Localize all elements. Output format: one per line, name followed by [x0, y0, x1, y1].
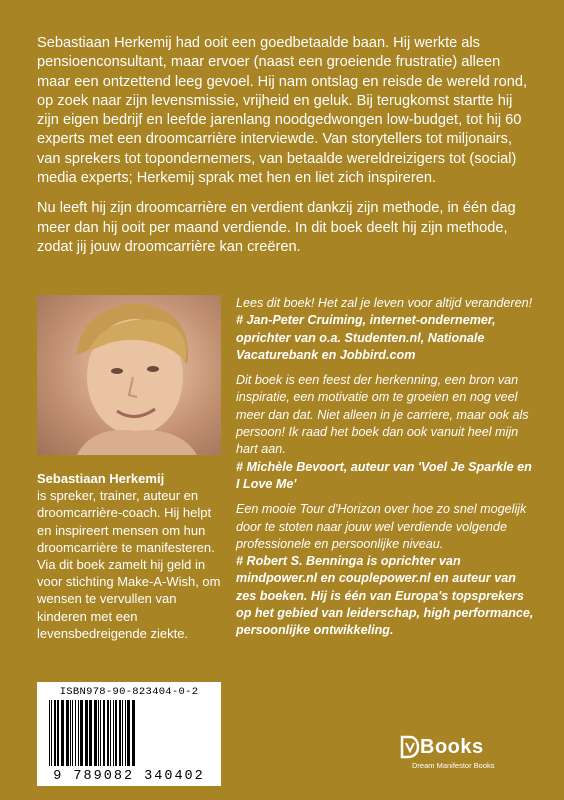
author-photo: [37, 295, 221, 455]
publisher-tagline: Dream Manifestor Books: [412, 761, 495, 770]
barcode-bar: [127, 700, 130, 766]
testimonial-author: # Michèle Bevoort, auteur van 'Voel Je Sparkle en I Love Me': [236, 459, 532, 491]
barcode-bar: [89, 700, 92, 766]
barcode-bar: [75, 700, 76, 766]
isbn-label: ISBN978-90-823404-0-2: [59, 686, 199, 698]
barcode-bar: [66, 700, 69, 766]
barcode-bar: [70, 700, 71, 766]
barcode-bar: [72, 700, 73, 766]
barcode-bar: [110, 700, 111, 766]
testimonial-author: # Robert S. Benninga is oprichter van mindpower.nl en couplepower.nl en auteur van zes boeken. Hij is één van Europa's topsprekers op het gebied van leiderschap, high performance, persoonlijke ontwikkeling.: [236, 554, 534, 638]
barcode-bar: [57, 700, 59, 766]
barcode-bar: [113, 700, 114, 766]
barcode-bar: [103, 700, 105, 766]
barcode-bar: [85, 700, 88, 766]
publisher-logo: [400, 735, 560, 775]
barcode-bar: [51, 700, 52, 766]
testimonial-text: Een mooie Tour d'Horizon over hoe zo snel mogelijk door te stoten naar jouw wel verdiende volgende professionele en persoonlijke niveau.: [236, 502, 527, 551]
barcode-bar: [49, 700, 50, 766]
dm-logo-mark-icon: [400, 735, 420, 759]
intro-paragraph-2: Nu leeft hij zijn droomcarrière en verdient dankzij zijn methode, in één dag meer dan hij ooit per maand verdiende. In dit boek deelt hij zijn methode, zodat jij jouw droomcarrière kan creëren.: [37, 200, 516, 255]
author-bio: [37, 470, 227, 642]
barcode-bar: [107, 700, 109, 766]
publisher-name: Books: [420, 736, 484, 758]
author-portrait-icon: [37, 295, 221, 455]
testimonial-text: Dit boek is een feest der herkenning, een bron van inspiratie, een motivatie om te groeien en nog veel meer dan dat. Niet alleen in je carriere, maar ook als persoon! Ik raad het boek dan ook vanuit heel mijn hart aan.: [236, 373, 529, 457]
barcode-bar: [125, 700, 126, 766]
testimonials: [236, 295, 536, 648]
testimonial: [236, 372, 536, 493]
barcode-bar: [98, 700, 99, 766]
ean-number: 9 789082 340402: [53, 769, 205, 784]
barcode-bar: [122, 700, 123, 766]
barcode-bar: [115, 700, 117, 766]
testimonial-author: # Jan-Peter Cruiming, internet-ondernemer, oprichter van o.a. Studenten.nl, Nationale Vacaturebank en Jobbird.com: [236, 313, 496, 362]
barcode-bar: [132, 700, 135, 766]
barcode-bar: [100, 700, 101, 766]
barcode-bar: [94, 700, 97, 766]
testimonial: [236, 501, 536, 639]
testimonial: [236, 295, 536, 364]
testimonial-text: Lees dit boek! Het zal je leven voor altijd veranderen!: [236, 296, 533, 310]
barcode-bar: [80, 700, 83, 766]
barcode-bar: [78, 700, 79, 766]
barcode-bars-icon: [47, 700, 211, 766]
author-bio-text: is spreker, trainer, auteur en droomcarrière-coach. Hij helpt en inspireert mensen om hun droomcarrière te manifesteren. Via dit boek zamelt hij geld in voor stichting Make-A-Wish, om wensen te vervullen van kinderen met een levensbedreigende ziekte.: [37, 488, 221, 641]
barcode-bar: [61, 700, 64, 766]
isbn-barcode: [37, 682, 221, 786]
author-name: Sebastiaan Herkemij: [37, 471, 165, 486]
barcode-bar: [119, 700, 121, 766]
intro-text: [37, 34, 537, 268]
barcode-bar: [54, 700, 56, 766]
intro-paragraph-1: Sebastiaan Herkemij had ooit een goedbetaalde baan. Hij werkte als pensioenconsultant, maar ervoer (naast een groeiende frustratie) alleen maar een ontzettend leeg gevoel. Hij nam ontslag en reisde de wereld rond, op zoek naar zijn levensmissie, vrijheid en geluk. Bij terugkomst startte hij zijn eigen bedrijf en leefde jarenlang noodgedwongen low-budget, tot hij 60 experts met een droomcarrière interviewde. Van storytellers tot miljonairs, van sprekers tot topondernemers, van betaalde wereldreizigers tot (social) media experts; Herkemij sprak met hen en liet zich inspireren.: [37, 35, 528, 187]
